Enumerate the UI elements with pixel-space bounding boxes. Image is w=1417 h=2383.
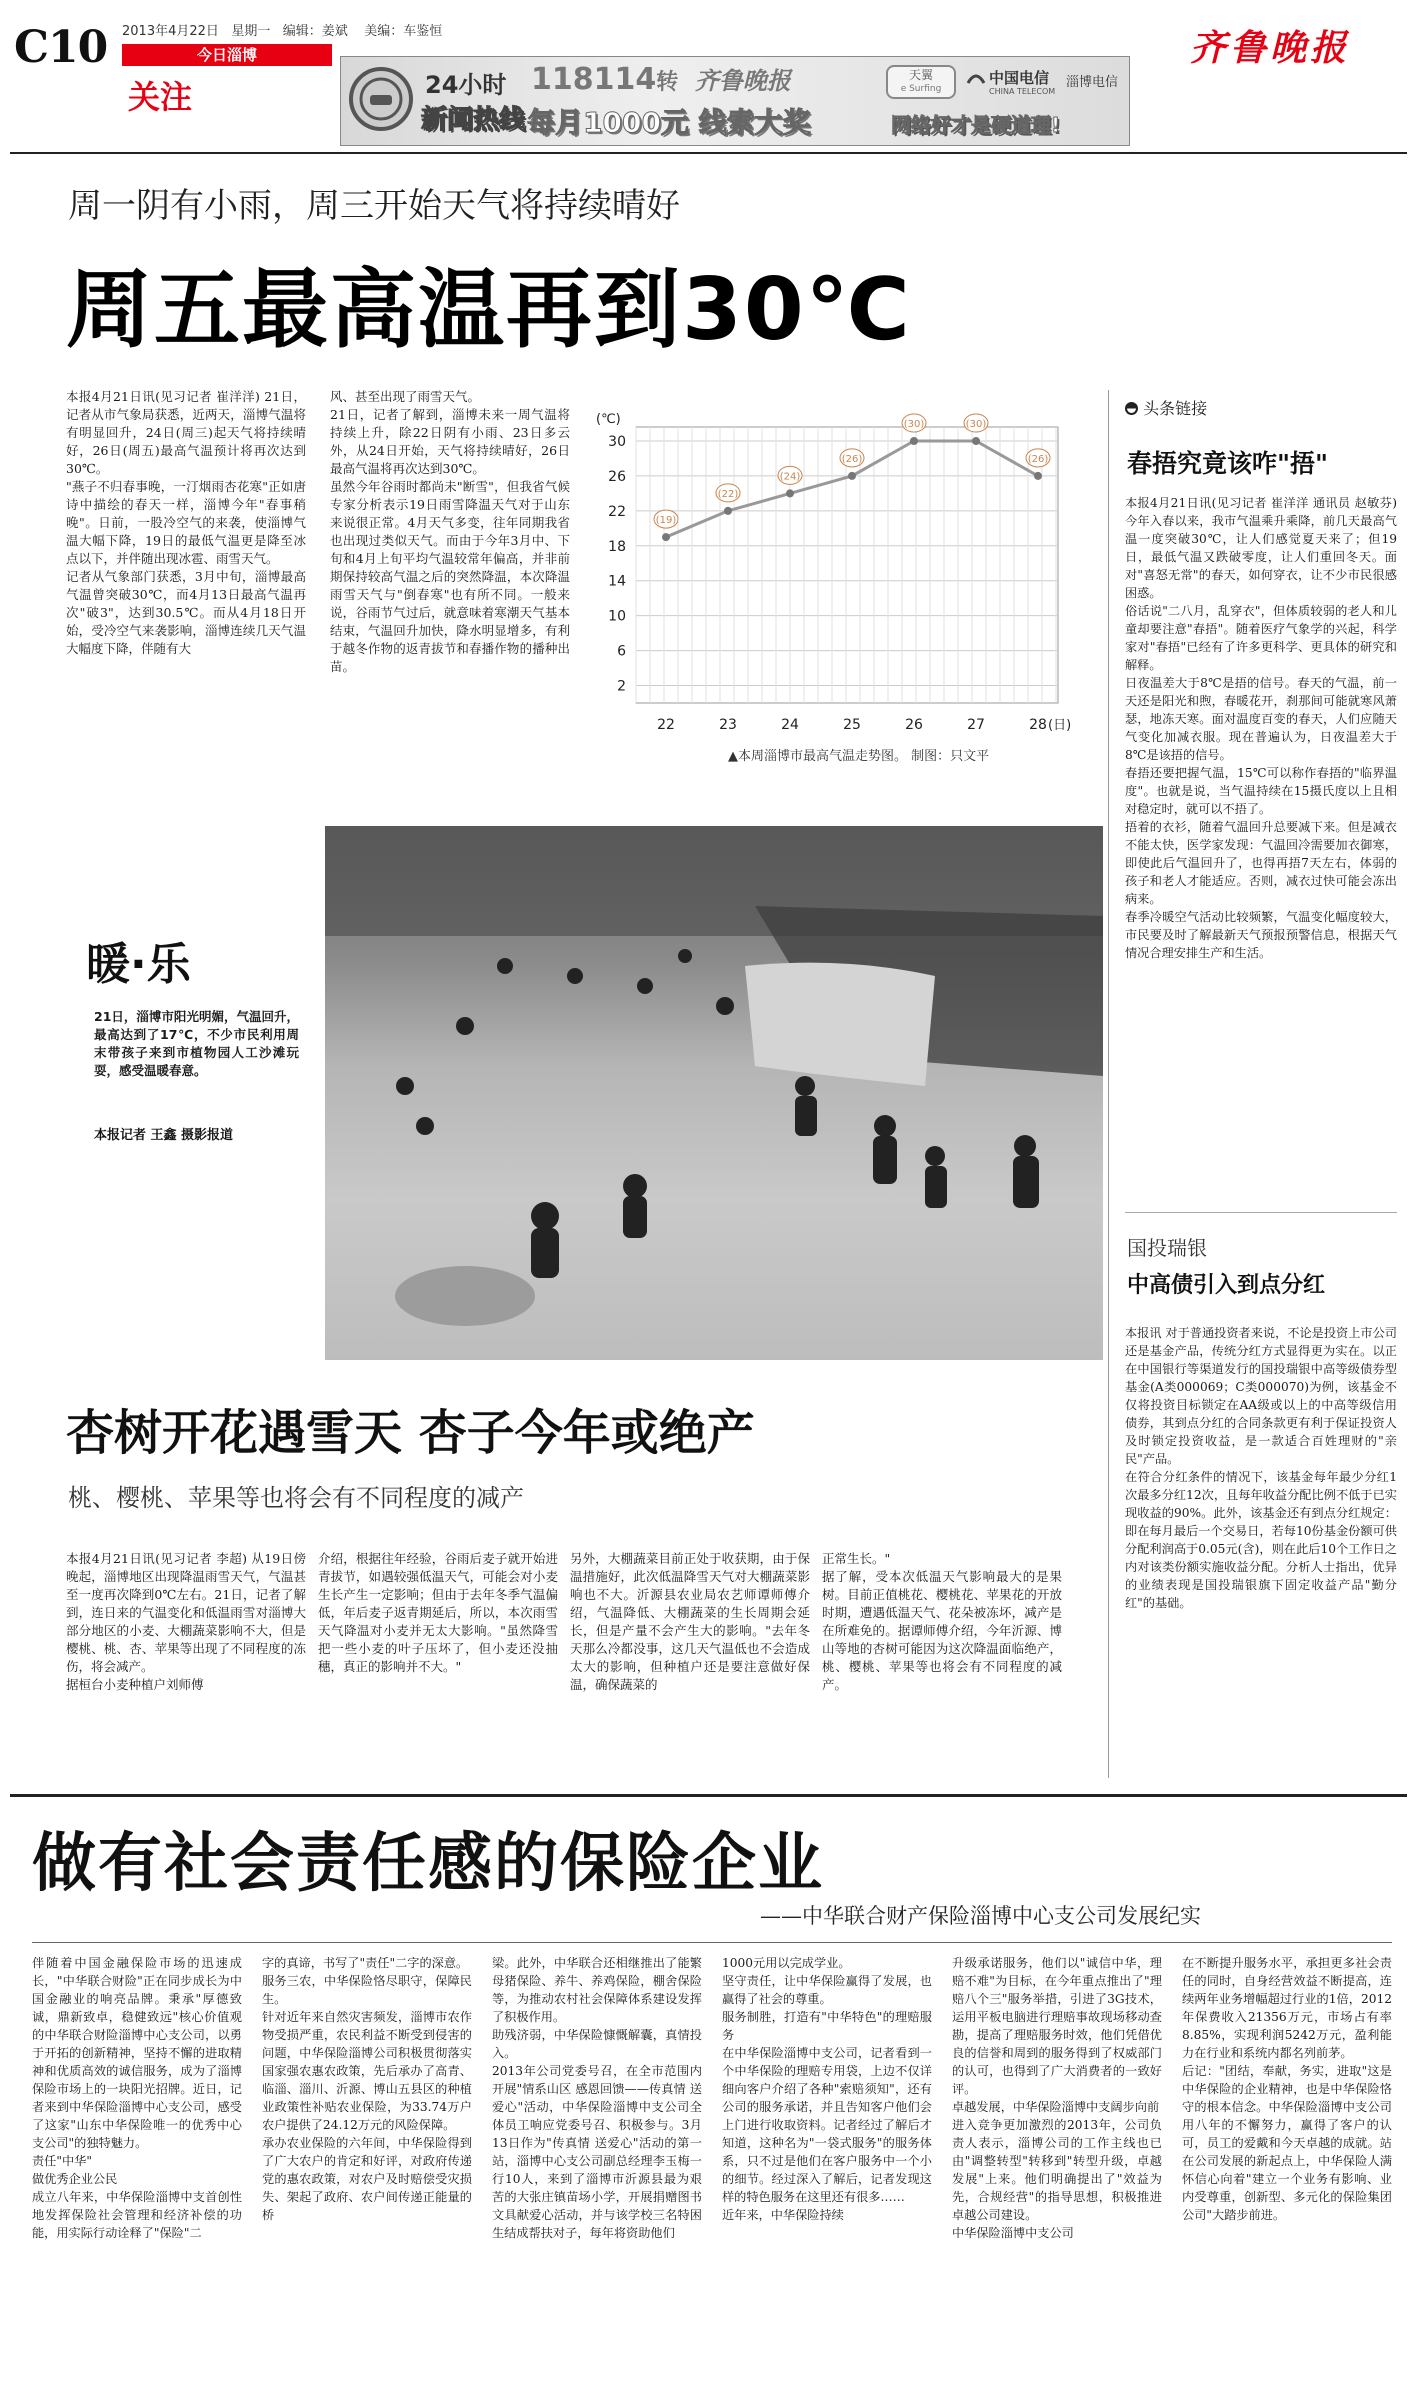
story3-column-5: 升级承诺服务，他们以"诚信中华，理赔不难"为目标，在今年重点推出了"理赔八个三"服务举措，引进了3G技术，运用平板电脑进行理赔事故现场移动查勘，提高了理赔服务时效，他们凭借优良的信誉和周到的服务得到了权威部门的认可，也得到了广大消费者的一致好评。 卓越发展，中华保险淄博中支阔步向前 进入竞争更加激烈的2013年，公司负责人表示，淄博公司的工作主线也已由"调整转型"转移到"转型升级，卓越发展"上来。他们明确提出了"效益为先，合规经营"的指导思想，积极推进卓越公司建设。 中华保险淄博中支公司 — [952, 1956, 1162, 2240]
story2-column-4: 正常生长。" 据了解，受本次低温天气影响最大的是果树。目前正值桃花、樱桃花、苹果花的开放时期，遭遇低温天气、花朵被冻坏，减产是在所难免的。据谭师傅介绍，今年沂源、博山等地的杏树可能因为这次降温面临绝产，桃、樱桃、苹果等也将会有不同程度的减产。 — [822, 1551, 1062, 1692]
story2-column-1: 本报4月21日讯(见习记者 李超) 从19日傍晚起，淄博地区出现降温雨雪天气，气温甚至一度再次降到0℃左右。21日，记者了解到，连日来的气温变化和低温雨雪对淄博大部分地区的小麦、大棚蔬菜影响不大，但是樱桃、桃、杏、苹果等出现了不同程度的冻伤，将会减产。 据桓台小麦种植户刘师傅 — [66, 1551, 306, 1692]
tag-bullet-icon — [1125, 402, 1138, 415]
ad-number-suffix: 转 — [656, 70, 679, 95]
story1-headline: 周五最高温再到30℃ — [66, 260, 912, 360]
ad-number: 118114 — [531, 62, 657, 97]
photo-caption: 21日，淄博市阳光明媚，气温回升，最高达到了17℃，不少市民利用周末带孩子来到市植物园人工沙滩玩耍，感受温暖春意。 — [94, 1009, 299, 1078]
story2-column-3: 另外，大棚蔬菜目前正处于收获期，由于保温措施好，此次低温降雪天气对大棚蔬菜影响也不大。沂源县农业局农艺师谭师傅介绍，气温降低、大棚蔬菜的生长周期会延长，但是产量不会产生大的影响。"去年冬天那么冷都没事，这几天气温低也不会造成太大的影响，但种植户还是要注意做好保温，确保蔬菜的 — [570, 1551, 810, 1692]
ad-zibo-slogan: 网络好才是硬道理! — [891, 113, 1061, 137]
sidebar-body: 本报4月21日讯(见习记者 崔洋洋 通讯员 赵敏芬) 今年入春以来，我市气温乘升乘降，前几天最高气温一度突破30℃，让人们感觉夏天来了；但19日，最低气温又跌破零度，让人们重回冬天。面对"喜怒无常"的春天，如何穿衣，让不少市民很感困惑。 俗话说"二八月，乱穿衣"，但体质较弱的老人和儿童却要注意"春捂"。随着医疗气象学的兴起，科学家对"春捂"已经有了许多更科学、更具体的研究和解释。 日夜温差大于8℃是捂的信号。春天的气温，前一天还是阳光和煦，春暖花开，刹那间可能就寒风萧瑟，地冻天寒。面对温度百变的春天，人们应随天气变化加减衣服。现在普遍认为，日夜温差大于8℃是该捂的信号。 春捂还要把握气温，15℃可以称作春捂的"临界温度"。也就是说，当气温持续在15摄氏度以上且相对稳定时，就可以不捂了。 捂着的衣衫，随着气温回升总要减下来。但是减衣不能太快，医学家发现：气温回冷需要加衣御寒，即使此后气温回升了，也得再捂7天左右，体弱的孩子和老人才能适应。否则，减衣过快可能会冻出病来。 春季冷暖空气活动比较频繁，气温变化幅度较大，市民要及时了解最新天气预报预警信息，根据天气情况合理安排生产和生活。 — [1125, 496, 1397, 960]
story2-column-2: 介绍，根据往年经验，谷雨后麦子就开始进青拔节，如遇较强低温天气，可能会对小麦生长产生一定影响；但由于去年冬季气温偏低，年后麦子返青期延后，所以，本次雨雪天气降温对小麦并无太大影响。"虽然降雪把一些小麦的叶子压坏了，但小麦还没抽穗，真正的影响并不大。" — [318, 1551, 558, 1674]
chart-frame — [636, 427, 1058, 703]
chart-y-tick-label: 26 — [608, 468, 626, 485]
chart-y-tick-label: 2 — [617, 678, 626, 695]
story3-column-4: 1000元用以完成学业。 坚守责任，让中华保险赢得了发展，也赢得了社会的尊重。 服务制胜，打造有"中华特色"的理赔服务 在中华保险淄博中支公司，记者看到一个中华保险的理赔专用袋，上边不仅详细向客户介绍了各种"索赔须知"，还有公司的服务承诺，并且告知客户他们会上门进行收取资料。记者经过了解后才知道，这种名为"一袋式服务"的服务体系，只不过是他们在客户服务中一个小的细节。经过深入了解后，记者发现这样的特色服务在这里还有很多…… 近年来，中华保险持续 — [722, 1956, 932, 2222]
story2-headline: 杏树开花遇雪天 杏子今年或绝产 — [66, 1405, 755, 1461]
telecom-logo-icon — [966, 69, 986, 89]
header-divider — [10, 152, 1407, 154]
ad-esurfing: e Surfing — [900, 84, 942, 94]
beach-photo — [325, 826, 1103, 1360]
header-date-line — [122, 20, 442, 39]
story3-subhead: ——中华联合财产保险淄博中心支公司发展纪实 — [760, 1904, 1201, 1928]
ad-phone-number — [531, 61, 791, 97]
ad-zibo-telecom: 淄博电信 — [1066, 75, 1119, 90]
ad-hotline-label: 新闻热线 — [421, 105, 526, 135]
chart-caption: ▲本周淄博市最高气温走势图。 制图：只文平 — [728, 749, 990, 764]
chart-x-tick-label: 26 — [905, 717, 923, 733]
photo-caption-box — [66, 928, 306, 1178]
bank-tag: 国投瑞银 — [1127, 1236, 1207, 1260]
bank-body: 本报讯 对于普通投资者来说，不论是投资上市公司还是基金产品，传统分红方式显得更为实在。以正在中国银行等渠道发行的国投瑞银中高等级债券型基金(A类000069；C类000070)为例，该基金不仅将投资目标锁定在AA级或以上的中高等级信用债券，其到点分红的合同条款更有利于保证投资人及时锁定投资收益，是一款适合百姓理财的"亲民"产品。 在符合分红条件的情况下，该基金每年最少分红1次最多分红12次，且每年收益分配比例不低于已实现收益的90%。此外，该基金还有到点分红规定：即在每月最后一个交易日，若每10份基金份额可供分配利润高于0.05元(含)，则在此后10个工作日之内对该类份额实施收益分配。分析人士指出，优异的业绩表现是国投瑞银旗下固定收益产品"勤分红"的基础。 — [1125, 1326, 1397, 1610]
chart-x-tick-label: 24 — [781, 717, 799, 733]
temperature-chart-svg — [588, 405, 1090, 735]
section-tag-label: 今日淄博 — [196, 46, 257, 64]
chart-x-axis-label: (日) — [1048, 718, 1072, 733]
chart-data-point — [848, 472, 856, 480]
chart-y-tick-label: 22 — [608, 503, 626, 520]
chart-y-tick-label: 30 — [608, 434, 626, 450]
section-tag — [122, 44, 332, 66]
header-weekday: 星期一 — [231, 24, 271, 39]
ad-tianyi-badge — [886, 65, 956, 99]
chart-data-label: (24) — [779, 471, 801, 483]
page-number: C10 — [14, 22, 108, 73]
header-editor: 编辑：姜斌 — [282, 24, 348, 39]
bank-headline: 中高债引入到点分红 — [1127, 1273, 1326, 1298]
story3-headline: 做有社会责任感的保险企业 — [32, 1827, 824, 1901]
page-header — [0, 0, 1417, 140]
chart-y-axis-label: (℃) — [596, 412, 621, 427]
chart-y-tick-label: 18 — [608, 538, 626, 555]
chart-x-tick-label: 23 — [719, 717, 737, 733]
chart-y-tick-label: 10 — [608, 608, 626, 625]
temperature-chart — [588, 405, 1090, 775]
story3-head-rule — [32, 1942, 1392, 1943]
phone-icon — [349, 67, 413, 131]
sidebar-headline: 春捂究竟该咋"捂" — [1127, 449, 1329, 478]
sidebar — [1125, 396, 1397, 1776]
story3-column-1: 伴随着中国金融保险市场的迅速成长，"中华联合财险"正在同步成长为中国金融业的响亮品牌。秉承"厚德致诚，鼎新致卓，稳健致远"核心价值观的中华联合财险淄博中心支公司，以勇于开拓的创新精神，坚持不懈的进取精神和优质高效的诚信服务，成为了淄博保险市场上的一块阳光招牌。近日，记者来到中华保险淄博中心支公司，感受了这家"山东中华保险唯一的优秀中心支公司"的独特魅力。 责任"中华" 做优秀企业公民 成立八年来，中华保险淄博中支首创性地发挥保险社会管理和经济补偿的功能，用实际行动诠释了"保险"二 — [32, 1956, 242, 2240]
ad-slogan: 每月1000元 线索大奖 — [527, 106, 811, 139]
chart-data-point — [662, 533, 670, 541]
header-designer: 美编：车鉴恒 — [364, 24, 443, 39]
sidebar-section-rule — [1125, 1212, 1397, 1213]
ad-telecom: 中国电信 — [989, 69, 1050, 87]
hotline-ad-banner — [340, 56, 1130, 146]
chart-y-tick-label: 14 — [608, 573, 626, 590]
chart-data-label: (26) — [1027, 453, 1049, 465]
chart-x-tick-label: 25 — [843, 717, 861, 733]
sidebar-tag-label: 头条链接 — [1143, 399, 1208, 418]
sidebar-tag — [1125, 396, 1207, 419]
section-title: 关注 — [128, 78, 193, 116]
story3-column-3: 梁。此外，中华联合还相继推出了能繁母猪保险、养牛、养鸡保险，棚舍保险等，为推动农村社会保障体系建设发挥了积极作用。 助残济弱，中华保险慷慨解囊，真情投入。 2013年公司党委号召，在全市范围内开展"情系山区 感恩回馈——传真情 送爱心"活动，中华保险淄博中支公司全体员工响应党委号召、积极参与。3月13日作为"传真情 送爱心"活动的第一站，淄博中心支公司副总经理李玉梅一行10人，来到了淄博市沂源县最为艰苦的大张庄镇苗场小学，开展捐赠图书文具献爱心活动，并与该学校三名特困生结成帮扶对子，每年将资助他们 — [492, 1956, 702, 2240]
ad-paper-name: 齐鲁晚报 — [694, 67, 791, 95]
header-date: 2013年4月22日 — [122, 24, 219, 39]
chart-x-tick-label: 28 — [1029, 717, 1047, 733]
ad-hotline-24h: 24小时 — [425, 71, 507, 99]
chart-data-point — [1034, 472, 1042, 480]
chart-y-tick-label: 6 — [617, 643, 626, 660]
chart-x-tick-label: 27 — [967, 717, 985, 733]
story2-subhead: 桃、樱桃、苹果等也将会有不同程度的减产 — [68, 1484, 524, 1512]
chart-data-point — [972, 437, 980, 445]
ad-telecom-en: CHINA TELECOM — [989, 87, 1056, 96]
chart-data-label: (26) — [841, 453, 863, 465]
chart-data-label: (19) — [655, 515, 677, 527]
sidebar-divider — [1108, 390, 1109, 1778]
chart-x-tick-label: 22 — [657, 717, 675, 733]
story1-column-1: 本报4月21日讯(见习记者 崔洋洋) 21日，记者从市气象局获悉，近两天，淄博气温将有明显回升，24日(周三)起天气将持续晴好，26日(周五)最高气温预计将再次达到30℃。 "燕子不归春事晚，一汀烟雨杏花寒"正如唐诗中描绘的春天一样，淄博今年"春事稍晚"。日前，一股冷空气的来袭，使淄博气温大幅下降，19日的最低气温更是降至冰点以下，并伴随出现冰雹、雨雪天气。 记者从气象部门获悉，3月中旬，淄博最高气温曾突破30℃，而4月13日最高气温再次"破3"，达到30.5℃。而从4月18日开始，受冷空气来袭影响，淄博连续几天气温大幅度下降，伴随有大 — [66, 389, 306, 656]
chart-data-label: (22) — [717, 488, 739, 500]
story3-column-6: 在不断提升服务水平，承担更多社会责任的同时，自身经营效益不断提高，连续两年业务增幅超过行业的1倍，2012年保费收入21356万元，市场占有率8.85%，实现利润5242万元，盈利能力在行业和系统内都名列前茅。 后记："团结，奉献，务实，进取"这是中华保险的企业精神，也是中华保险恪守的根本信念。中华保险淄博中支公司用八年的不懈努力，赢得了客户的认可，员工的爱戴和今天卓越的成就。站在公司发展的新起点上，中华保险人满怀信心向着"建立一个业务有影响、业内受尊重，创新型、多元化的保险集团公司"大踏步前进。 — [1182, 1956, 1392, 2222]
chart-data-point — [786, 489, 794, 497]
chart-data-label: (30) — [903, 419, 925, 430]
masthead-logo: 齐鲁晚报 — [1190, 27, 1351, 69]
chart-data-label: (30) — [965, 419, 987, 430]
story3-column-2: 字的真谛，书写了"责任"二字的深意。 服务三农，中华保险恪尽职守，保障民生。 针对近年来自然灾害频发，淄博市农作物受损严重，农民利益不断受到侵害的问题，中华保险淄博公司积极贯彻落实国家强农惠农政策，先后承办了高青、临淄、淄川、沂源、博山五县区的种植业政策性补贴农业保险，为33.74万户农户提供了24.12万元的风险保障。 承办农业保险的六年间，中华保险得到了广大农户的肯定和好评，对政府传递党的惠农政策，对农户及时赔偿受灾损失、架起了政府、农户间传递正能量的桥 — [262, 1956, 472, 2222]
photo-title: 暖·乐 — [86, 939, 191, 990]
chart-data-point — [910, 437, 918, 445]
photo-credit: 本报记者 王鑫 摄影报道 — [94, 1128, 234, 1143]
chart-data-point — [724, 507, 732, 515]
ad-tianyi: 天翼 — [908, 68, 933, 82]
section-divider — [10, 1794, 1407, 1797]
story1-kicker: 周一阴有小雨，周三开始天气将持续晴好 — [68, 186, 680, 226]
story1-column-2: 风、甚至出现了雨雪天气。 21日，记者了解到，淄博未来一周气温将持续上升，除22日阴有小雨、23日多云外，从24日开始，天气将持续晴好，26日最高气温将再次达到30℃。 虽然今年谷雨时都尚未"断雪"，但我省气候专家分析表示19日雨雪降温天气对于山东来说很正常。4月天气多变，往年同期我省也出现过类似天气。而由于今年3月中、下旬和4月上旬平均气温较常年偏高，并非前期保持较高气温之后的突然降温，本次降温雨雪天气与"倒春寒"也有所不同。一般来说，谷雨节气过后，就意味着寒潮天气基本结束，气温回升加快，降水明显增多，有利于越冬作物的返青拔节和春播作物的播种出苗。 — [330, 389, 570, 674]
